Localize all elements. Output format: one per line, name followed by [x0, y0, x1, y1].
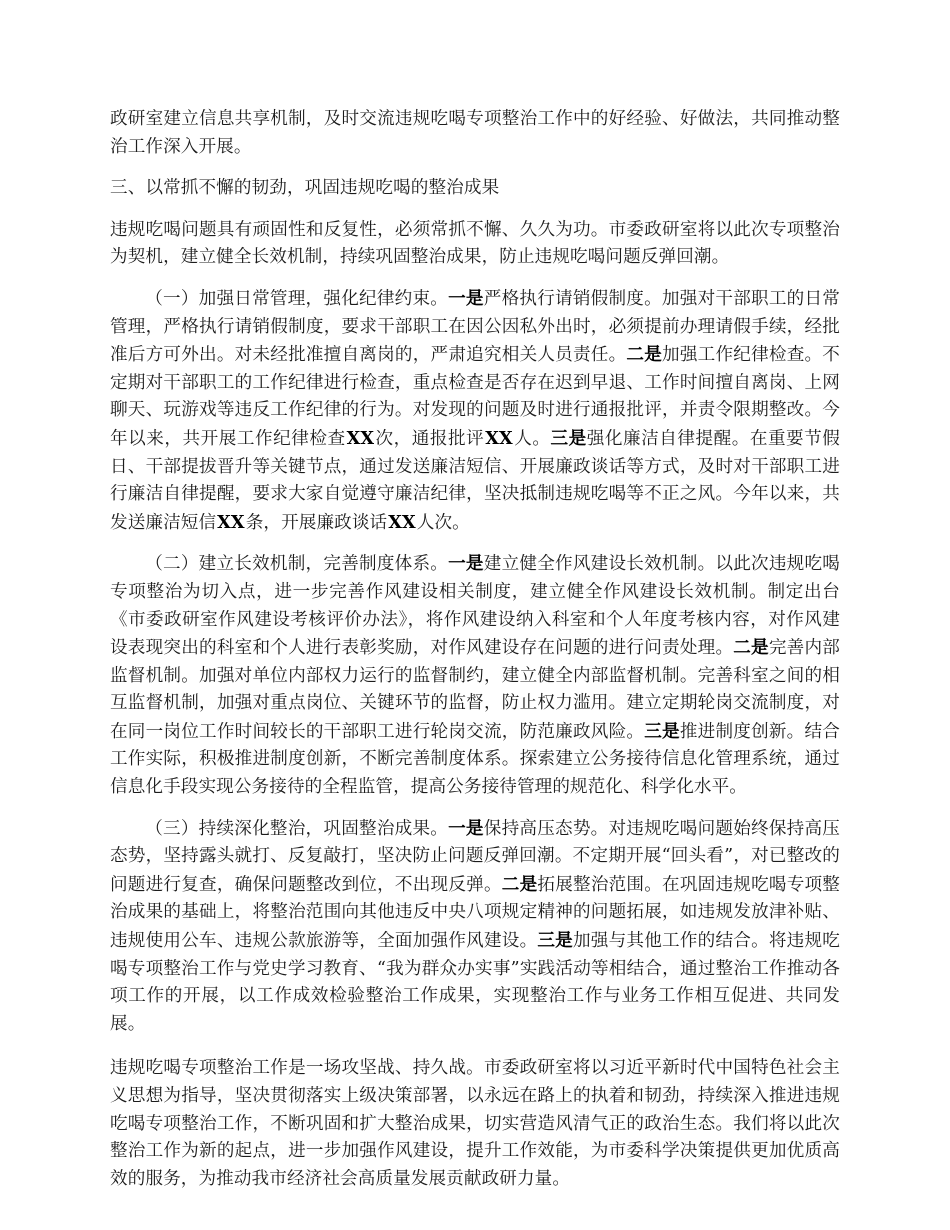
marker-san-shi-1: 三是: [550, 427, 587, 449]
section-heading-three: 三、以常抓不懈的韧劲，巩固违规吃喝的整治成果: [110, 178, 500, 199]
marker-er-shi-2: 二是: [733, 637, 769, 659]
subsection-one-text-3b: 条，开展廉政谈话: [245, 512, 388, 533]
subsection-one-text-3: 强化廉洁自律提醒。在重要节假日、干部提拔晋升等关键节点，通过发送廉洁短信、开展廉政谈话等方式，及时对干部职工进行廉洁自律提醒，要求大家自觉遵守廉洁纪律，坚决抵制违规吃喝等不正之风。今年以来，共发送廉洁短信: [110, 428, 840, 533]
placeholder-count-3: XX: [217, 511, 245, 533]
placeholder-count-4: XX: [388, 511, 416, 533]
marker-yi-shi-1: 一是: [448, 287, 484, 309]
paragraph-continued-intro: 政研室建立信息共享机制，及时交流违规吃喝专项整治工作中的好经验、好做法，共同推动整治工作深入开展。: [110, 109, 840, 157]
subsection-one-text-2b: 次，通报批评: [375, 428, 485, 449]
subsection-one-text-3c: 人次。: [416, 512, 470, 533]
subsection-three-text-3: 加强与其他工作的结合。将违规吃喝专项整治工作与党史学习教育、“我为群众办实事”实践活动等相结合，通过整治工作推动各项工作的开展，以工作成效检验整治工作成果，实现整治工作与业务工作相互促进、共同发展。: [110, 931, 840, 1034]
subsection-one-text-2: 加强工作纪律检查。不定期对干部职工的工作纪律进行检查，重点检查是否存在迟到早退、工作时间擅自离岗、上网聊天、玩游戏等违反工作纪律的行为。对发现的问题及时进行通报批评，并责令限期整改。今年以来，共开展工作纪律检查: [110, 345, 841, 449]
subsection-two-lead: （二）建立长效机制，完善制度体系。: [145, 554, 449, 575]
marker-san-shi-3: 三是: [537, 930, 573, 952]
placeholder-count-1: XX: [346, 427, 375, 449]
subsection-two: [110, 550, 840, 801]
subsection-two-text-3: 推进制度创新。结合工作实际，积极推进制度创新，不断完善制度体系。探索建立公务接待信息化管理系统，通过信息化手段实现公务接待的全程监管，提高公务接待管理的规范化、科学化水平。: [110, 721, 840, 798]
closing-paragraph: 违规吃喝专项整治工作是一场攻坚战、持久战。市委政研室将以习近平新时代中国特色社会主义思想为指导，坚决贯彻落实上级决策部署，以永远在路上的执着和韧劲，持续深入推进违规吃喝专项整治工作，不断巩固和扩大整治成果，切实营造风清气正的政治生态。我们将以此次整治工作为新的起点，进一步加强作风建设，提升工作效能，为市委科学决策提供更加优质高效的服务，为推动我市经济社会高质量发展贡献政研力量。: [110, 1058, 840, 1189]
marker-san-shi-2: 三是: [644, 720, 680, 742]
subsection-two-text-2: 完善内部监督机制。加强对单位内部权力运行的监督制约，建立健全内部监督机制。完善科室之间的相互监督机制，加强对重点岗位、关键环节的监督，防止权力滥用。建立定期轮岗交流制度，对在同一岗位工作时间较长的干部职工进行轮岗交流，防范廉政风险。: [110, 638, 840, 742]
subsection-three-lead: （三）持续深化整治，巩固整治成果。: [145, 818, 449, 839]
subsection-two-text-1: 建立健全作风建设长效机制。以此次违规吃喝专项整治为切入点，进一步完善作风建设相关制度，建立健全作风建设长效机制。制定出台《市委政研室作风建设考核评价办法》，将作风建设纳入科室和个人年度考核内容，对作风建设表现突出的科室和个人进行表彰奖励，对作风建设存在问题的进行问责处理。: [110, 554, 840, 659]
document-body: [110, 106, 840, 1193]
subsection-three-text-2: 拓展整治范围。在巩固违规吃喝专项整治成果的基础上，将整治范围向其他违反中央八项规定精神的问题拓展，如违规发放津补贴、违规使用公车、违规公款旅游等，全面加强作风建设。: [110, 874, 841, 952]
marker-yi-shi-3: 一是: [448, 817, 484, 839]
paragraph-section-three-intro: 违规吃喝问题具有顽固性和反复性，必须常抓不懈、久久为功。市委政研室将以此次专项整治为契机，建立健全长效机制，持续巩固整治成果，防止违规吃喝问题反弹回潮。: [110, 219, 840, 268]
subsection-three: [110, 815, 840, 1039]
marker-yi-shi-2: 一是: [448, 553, 484, 575]
subsection-three-text-1: 保持高压态势。对违规吃喝问题始终保持高压态势，坚持露头就打、反复敲打，坚决防止问题反弹回潮。不定期开展“回头看”，对已整改的问题进行复查，确保问题整改到位，不出现反弹。: [110, 818, 840, 895]
marker-er-shi-1: 二是: [626, 344, 663, 366]
subsection-one: [110, 285, 840, 537]
marker-er-shi-3: 二是: [501, 873, 538, 895]
subsection-one-lead: （一）加强日常管理，强化纪律约束。: [145, 288, 449, 309]
subsection-one-text-1: 严格执行请销假制度。加强对干部职工的日常管理，严格执行请销假制度，要求干部职工在因公因私外出时，必须提前办理请假手续，经批准后方可外出。对未经批准擅自离岗的，严肃追究相关人员责任。: [110, 288, 840, 366]
subsection-one-text-2c: 人。: [513, 428, 551, 449]
placeholder-count-2: XX: [485, 427, 513, 449]
